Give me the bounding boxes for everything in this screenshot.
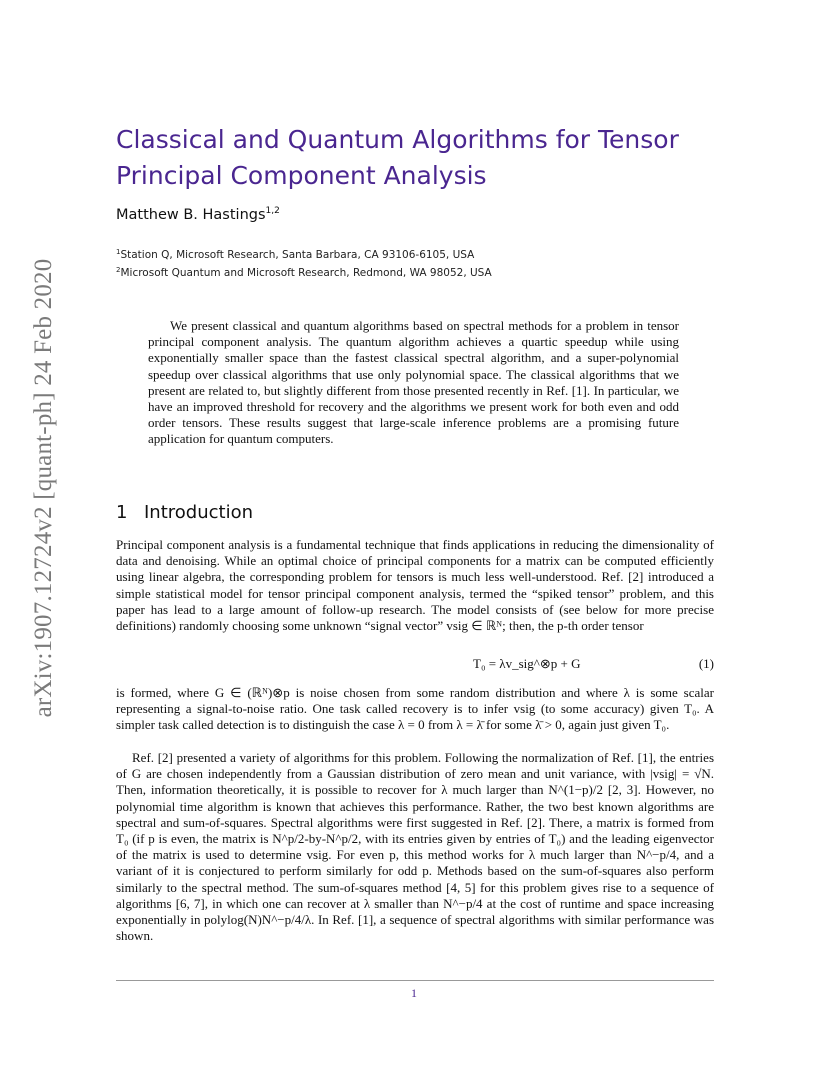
affiliation-text: Microsoft Quantum and Microsoft Research, Redmond, WA 98052, USA bbox=[120, 267, 492, 279]
paragraph-1: Principal component analysis is a fundamental technique that finds applications in reducing the dimensionality of data and denoising. While an optimal choice of principal components for a matrix can be computed efficiently using linear algebra, the corresponding problem for tensors is much less well-understood. Ref. [2] introduced a simple statistical model for tensor principal component analysis, termed the “spiked tensor” problem, and this paper has lead to a large amount of follow-up research. The model consists of (see below for more precise definitions) randomly choosing some unknown “signal vector” vsig ∈ ℝᴺ; then, the p-th order tensor bbox=[116, 537, 714, 634]
affiliation-mark: 1 bbox=[116, 248, 121, 256]
author-line bbox=[116, 206, 280, 223]
abstract: We present classical and quantum algorithms based on spectral methods for a problem in tensor principal component analysis. The quantum algorithm achieves a quartic speedup while using exponentially smaller space than the fastest classical spectral algorithm, and a super-polynomial speedup over classical algorithms that use only polynomial space. The classical algorithms that we present are related to, but slightly different from those presented recently in Ref. [1]. In particular, we have an improved threshold for recovery and the algorithms we present work for both even and odd order tensors. These results suggest that large-scale inference problems are a promising future application for quantum computers. bbox=[148, 318, 679, 447]
author-name: Matthew B. Hastings bbox=[116, 207, 266, 223]
section-number: 1 bbox=[116, 502, 128, 523]
equation-body: T₀ = λv_sig^⊗p + G bbox=[473, 656, 581, 671]
paragraph-2: is formed, where G ∈ (ℝᴺ)⊗p is noise chosen from some random distribution and where λ is some scalar representing a signal-to-noise ratio. One task called recovery is to infer vsig (to some accuracy) given T₀. A simpler task called detection is to distinguish the case λ = 0 from λ = λ̄ for some λ̄ > 0, again just given T₀. bbox=[116, 685, 714, 733]
affiliation-1 bbox=[116, 248, 716, 261]
arxiv-sidebar bbox=[0, 0, 80, 1072]
affiliation-mark: 2 bbox=[116, 266, 121, 274]
equation-number: (1) bbox=[698, 656, 714, 671]
section-heading bbox=[116, 502, 253, 523]
arxiv-identifier: arXiv:1907.12724v2 [quant-ph] 24 Feb 2020 bbox=[30, 258, 57, 718]
paper-title: Classical and Quantum Algorithms for Tensor Principal Component Analysis bbox=[116, 125, 679, 190]
affiliation-text: Station Q, Microsoft Research, Santa Barbara, CA 93106-6105, USA bbox=[120, 249, 475, 261]
paragraph-3: Ref. [2] presented a variety of algorithms for this problem. Following the normalization of Ref. [1], the entries of G are chosen independently from a Gaussian distribution of zero mean and unit variance, with |vsig| = √N. Then, information theoretically, it is possible to recover for λ much larger than N^(1−p)/2 [2, 3]. However, no polynomial time algorithm is known that achieves this performance. Rather, the two best known algorithms are spectral and sum-of-squares. Spectral algorithms were first suggested in Ref. [2]. There, a matrix is formed from T₀ (if p is even, the matrix is N^p/2-by-N^p/2, with its entries given by entries of T₀) and the leading eigenvector of the matrix is used to determine vsig. For even p, this method works for λ much larger than N^−p/4, and a variant of it is conjectured to perform similarly for odd p. Methods based on the sum-of-squares also perform similarly to the spectral method. The sum-of-squares method [4, 5] for this problem gives rise to a sequence of algorithms [6, 7], in which one can recover at λ smaller than N^−p/4 at the cost of runtime and space increasing exponentially in polylog(N)N^−p/4/λ. In Ref. [1], a sequence of spectral algorithms with similar performance was shown. bbox=[116, 750, 714, 944]
affiliation-2 bbox=[116, 266, 716, 279]
author-affiliation-marks: 1,2 bbox=[265, 206, 280, 216]
equation-1 bbox=[116, 656, 714, 676]
page-number: 1 bbox=[411, 986, 417, 1000]
footer-rule bbox=[116, 980, 714, 981]
section-title: Introduction bbox=[144, 502, 254, 523]
